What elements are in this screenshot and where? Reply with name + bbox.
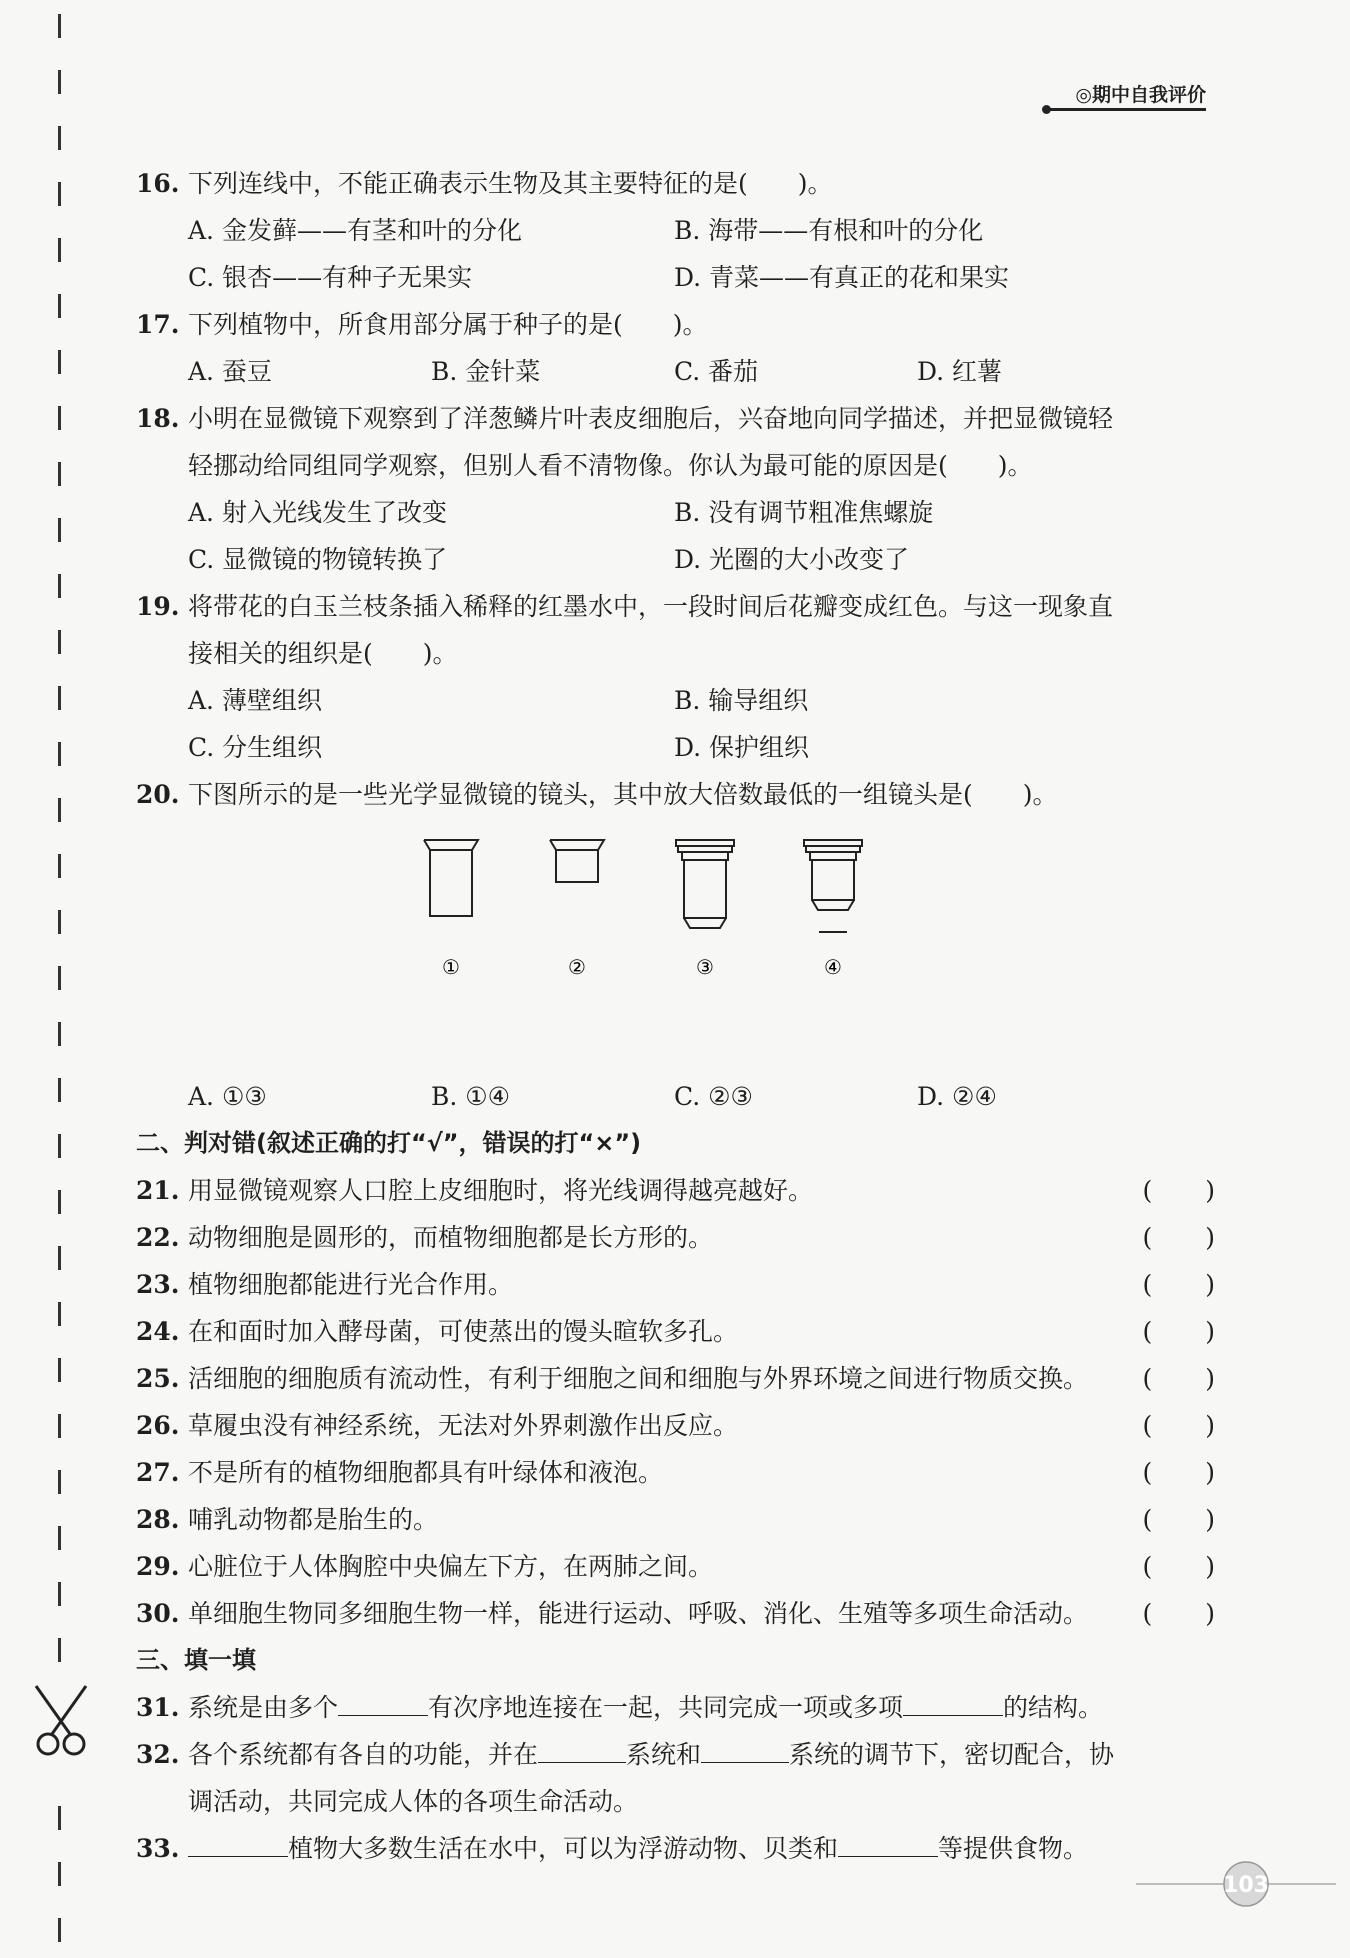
section-2-title: 二、判对错(叙述正确的打“√”，错误的打“×”) (136, 1129, 642, 1157)
question-text: 系统的调节下，密切配合，协 (789, 1740, 1115, 1769)
question-number: 31. (136, 1693, 180, 1722)
option-a: A. ①③ (188, 1082, 267, 1111)
option-d: D. 红薯 (917, 357, 1003, 386)
option-d: D. 光圈的大小改变了 (674, 545, 910, 574)
question-text: 等提供食物。 (938, 1834, 1089, 1863)
lens-label-3: ③ (696, 955, 714, 979)
statement-text: 心脏位于人体胸腔中央偏左下方，在两肺之间。 (188, 1552, 714, 1581)
options-row (136, 254, 1216, 301)
question-number: 33. (136, 1834, 180, 1863)
answer-parentheses[interactable]: ( ) (1142, 1270, 1216, 1299)
option-b: B. 输导组织 (674, 686, 809, 715)
option-c: C. 番茄 (674, 357, 759, 386)
options-row (136, 489, 1216, 536)
microscope-lens-figure (136, 818, 1216, 1073)
true-false-item (136, 1167, 1216, 1214)
true-false-item (136, 1449, 1216, 1496)
options-row (136, 348, 1216, 395)
statement-text: 在和面时加入酵母菌，可使蒸出的馒头暄软多孔。 (188, 1317, 739, 1346)
option-a: A. 薄壁组织 (188, 686, 322, 715)
answer-blank[interactable] (903, 1685, 1003, 1716)
true-false-list (136, 1167, 1216, 1637)
question-33 (136, 1825, 1216, 1872)
question-text: 植物大多数生活在水中，可以为浮游动物、贝类和 (288, 1834, 839, 1863)
true-false-item (136, 1355, 1216, 1402)
option-d: D. 青菜——有真正的花和果实 (674, 263, 1010, 292)
option-b: B. 没有调节粗准焦螺旋 (674, 498, 934, 527)
answer-parentheses[interactable]: ( ) (1142, 1458, 1216, 1487)
statement-text: 用显微镜观察人口腔上皮细胞时，将光线调得越亮越好。 (188, 1176, 814, 1205)
question-text: 下图所示的是一些光学显微镜的镜头，其中放大倍数最低的一组镜头是( )。 (188, 780, 1058, 809)
question-text: 有次序地连接在一起，共同完成一项或多项 (428, 1693, 904, 1722)
answer-parentheses[interactable]: ( ) (1142, 1552, 1216, 1581)
question-text: 系统和 (626, 1740, 702, 1769)
true-false-item (136, 1402, 1216, 1449)
section-label: ◎期中自我评价 (1075, 84, 1206, 106)
question-number: 27. (136, 1458, 180, 1487)
option-c: C. 银杏——有种子无果实 (188, 263, 473, 292)
option-a: A. 蚕豆 (188, 357, 272, 386)
question-18 (136, 395, 1216, 442)
question-text-cont: 轻挪动给同组同学观察，但别人看不清物像。你认为最可能的原因是( )。 (188, 451, 1033, 480)
question-text: 下列植物中，所食用部分属于种子的是( )。 (188, 310, 708, 339)
cut-line (58, 0, 62, 1958)
option-c: C. ②③ (674, 1082, 753, 1111)
statement-text: 植物细胞都能进行光合作用。 (188, 1270, 514, 1299)
statement-text: 哺乳动物都是胎生的。 (188, 1505, 439, 1534)
question-16 (136, 160, 1216, 207)
question-number: 21. (136, 1176, 180, 1205)
lens-label-1: ① (442, 955, 460, 979)
question-17 (136, 301, 1216, 348)
true-false-item (136, 1590, 1216, 1637)
question-text: 小明在显微镜下观察到了洋葱鳞片叶表皮细胞后，兴奋地向同学描述，并把显微镜轻 (188, 404, 1114, 433)
answer-parentheses[interactable]: ( ) (1142, 1364, 1216, 1393)
option-b: B. ①④ (431, 1082, 511, 1111)
answer-parentheses[interactable]: ( ) (1142, 1317, 1216, 1346)
question-number: 25. (136, 1364, 180, 1393)
option-c: C. 显微镜的物镜转换了 (188, 545, 448, 574)
true-false-item (136, 1543, 1216, 1590)
option-d: D. 保护组织 (674, 733, 810, 762)
question-text-cont: 调活动，共同完成人体的各项生命活动。 (188, 1787, 639, 1816)
question-number: 22. (136, 1223, 180, 1252)
question-text: 下列连线中，不能正确表示生物及其主要特征的是( )。 (188, 169, 833, 198)
question-number: 26. (136, 1411, 180, 1440)
option-c: C. 分生组织 (188, 733, 323, 762)
statement-text: 单细胞生物同多细胞生物一样，能进行运动、呼吸、消化、生殖等多项生命活动。 (188, 1599, 1089, 1628)
question-number: 18. (136, 404, 180, 433)
lens-4-objective-short (804, 840, 862, 932)
options-row (136, 677, 1216, 724)
answer-blank[interactable] (338, 1685, 428, 1716)
answer-parentheses[interactable]: ( ) (1142, 1411, 1216, 1440)
options-row (136, 536, 1216, 583)
lens-label-2: ② (568, 955, 586, 979)
lens-2-eyepiece-short (550, 840, 604, 882)
options-row (136, 724, 1216, 771)
answer-parentheses[interactable]: ( ) (1142, 1223, 1216, 1252)
option-d: D. ②④ (917, 1082, 997, 1111)
true-false-item (136, 1214, 1216, 1261)
question-text: 的结构。 (1003, 1693, 1104, 1722)
question-32 (136, 1731, 1216, 1778)
question-number: 32. (136, 1740, 180, 1769)
question-19 (136, 583, 1216, 630)
question-number: 30. (136, 1599, 180, 1628)
lens-1-eyepiece-long (424, 840, 478, 916)
true-false-item (136, 1261, 1216, 1308)
question-number: 19. (136, 592, 180, 621)
question-number: 23. (136, 1270, 180, 1299)
question-number: 29. (136, 1552, 180, 1581)
question-number: 16. (136, 169, 180, 198)
question-text: 各个系统都有各自的功能，并在 (188, 1740, 539, 1769)
answer-parentheses[interactable]: ( ) (1142, 1599, 1216, 1628)
question-text: 将带花的白玉兰枝条插入稀释的红墨水中，一段时间后花瓣变成红色。与这一现象直 (188, 592, 1114, 621)
question-text-cont: 接相关的组织是( )。 (188, 639, 458, 668)
question-number: 24. (136, 1317, 180, 1346)
question-number: 20. (136, 780, 180, 809)
option-a: A. 金发藓——有茎和叶的分化 (188, 216, 522, 245)
true-false-item (136, 1496, 1216, 1543)
question-text: 系统是由多个 (188, 1693, 339, 1722)
scissors-icon (30, 1682, 92, 1762)
answer-blank[interactable] (838, 1826, 938, 1857)
page-content (136, 160, 1216, 1872)
answer-blank[interactable] (188, 1826, 288, 1857)
page-number-badge (1136, 1860, 1336, 1920)
true-false-item (136, 1308, 1216, 1355)
answer-blank[interactable] (701, 1732, 789, 1763)
statement-text: 活细胞的细胞质有流动性，有利于细胞之间和细胞与外界环境之间进行物质交换。 (188, 1364, 1089, 1393)
statement-text: 动物细胞是圆形的，而植物细胞都是长方形的。 (188, 1223, 714, 1252)
statement-text: 草履虫没有神经系统，无法对外界刺激作出反应。 (188, 1411, 739, 1440)
statement-text: 不是所有的植物细胞都具有叶绿体和液泡。 (188, 1458, 664, 1487)
answer-parentheses[interactable]: ( ) (1142, 1505, 1216, 1534)
section-3-title: 三、填一填 (136, 1646, 256, 1674)
lens-3-objective-long (676, 840, 734, 928)
header-rule (1046, 108, 1206, 111)
options-row (136, 207, 1216, 254)
answer-blank[interactable] (538, 1732, 626, 1763)
question-number: 28. (136, 1505, 180, 1534)
answer-parentheses[interactable]: ( ) (1142, 1176, 1216, 1205)
lens-label-4: ④ (824, 955, 842, 979)
option-b: B. 金针菜 (431, 357, 541, 386)
option-b: B. 海带——有根和叶的分化 (674, 216, 984, 245)
options-row (136, 1073, 1216, 1120)
question-31 (136, 1684, 1216, 1731)
page-number: 103 (1223, 1873, 1269, 1898)
question-number: 17. (136, 310, 180, 339)
option-a: A. 射入光线发生了改变 (188, 498, 447, 527)
question-20 (136, 771, 1216, 818)
lens-diagram (416, 826, 896, 996)
